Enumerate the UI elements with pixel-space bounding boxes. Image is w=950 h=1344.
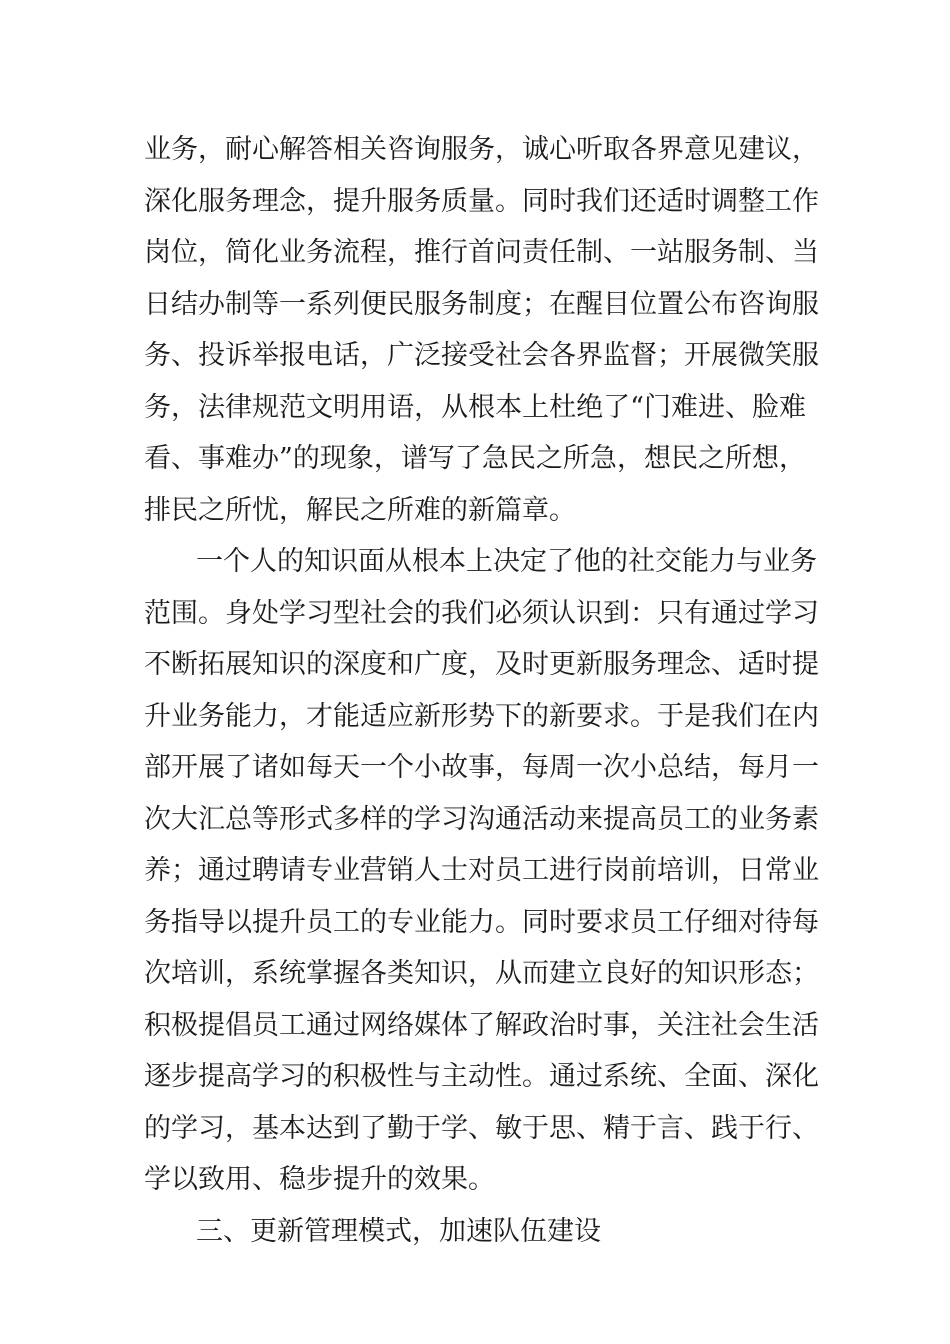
text-line: 深化服务理念，提升服务质量。同时我们还适时调整工作	[144, 186, 819, 217]
text-line: 养；通过聘请专业营销人士对员工进行岗前培训，日常业	[144, 855, 819, 886]
text-line: 逐步提高学习的积极性与主动性。通过系统、全面、深化	[144, 1061, 819, 1092]
text-line: 务，法律规范文明用语，从根本上杜绝了“门难进、脸难	[144, 392, 806, 423]
text-line: 业务，耐心解答相关咨询服务，诚心听取各界意见建议，	[144, 134, 819, 165]
text-line: 不断拓展知识的深度和广度，及时更新服务理念、适时提	[144, 649, 819, 680]
text-line: 日结办制等一系列便民服务制度；在醒目位置公布咨询服	[144, 289, 819, 320]
text-line: 的学习，基本达到了勤于学、敏于思、精于言、践于行、	[144, 1113, 819, 1144]
text-line: 务、投诉举报电话，广泛接受社会各界监督；开展微笑服	[144, 340, 819, 371]
text-line: 次培训，系统掌握各类知识，从而建立良好的知识形态；	[144, 958, 819, 989]
section-heading: 三、更新管理模式，加速队伍建设	[196, 1216, 601, 1247]
text-line: 积极提倡员工通过网络媒体了解政治时事，关注社会生活	[144, 1010, 819, 1041]
text-line: 范围。身处学习型社会的我们必须认识到：只有通过学习	[144, 598, 819, 629]
text-line: 升业务能力，才能适应新形势下的新要求。于是我们在内	[144, 701, 819, 732]
text-line: 学以致用、稳步提升的效果。	[144, 1164, 495, 1195]
text-line: 务指导以提升员工的专业能力。同时要求员工仔细对待每	[144, 907, 819, 938]
text-line: 部开展了诸如每天一个小故事，每周一次小总结，每月一	[144, 752, 819, 783]
text-line: 排民之所忧，解民之所难的新篇章。	[144, 495, 576, 526]
text-line: 次大汇总等形式多样的学习沟通活动来提高员工的业务素	[144, 804, 819, 835]
text-line: 岗位，简化业务流程，推行首问责任制、一站服务制、当	[144, 237, 819, 268]
text-line: 一个人的知识面从根本上决定了他的社交能力与业务	[196, 546, 817, 577]
text-line: 看、事难办”的现象，谱写了急民之所急，想民之所想，	[144, 443, 806, 474]
